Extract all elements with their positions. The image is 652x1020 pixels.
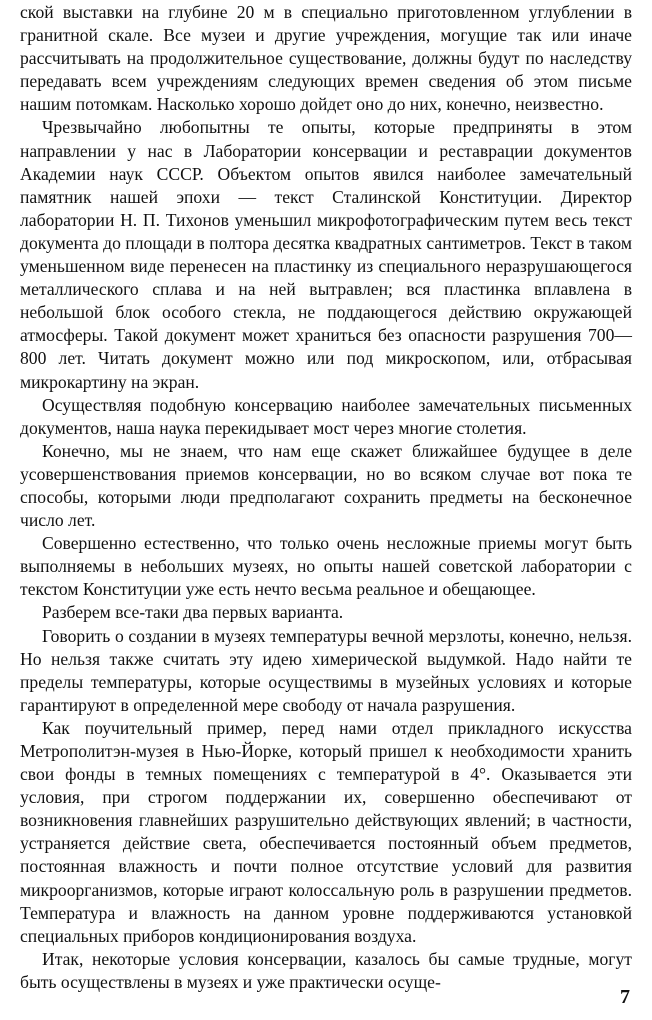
paragraph-4: Конечно, мы не знаем, что нам еще скажет ближайшее будущее в деле усовершенствования приемов консервации, но во всяком случае вот пока те способы, которыми люди предполагают сохранить предметы на бесконечное число лет. <box>20 440 632 531</box>
document-page <box>20 0 632 994</box>
paragraph-9: Итак, некоторые условия консервации, казалось бы самые трудные, могут быть осуществлены в музеях и уже практически осуще- <box>20 948 632 992</box>
paragraph-5: Совершенно естественно, что только очень несложные приемы могут быть выполняемы в небольших музеях, но опыты нашей советской лаборатории с текстом Конституции уже есть нечто весьма реальное и обещающее. <box>20 533 632 600</box>
page-number: 7 <box>620 986 630 1008</box>
paragraph-6: Разберем все-таки два первых варианта. <box>42 602 344 623</box>
paragraph-1: ской выставки на глубине 20 м в специально приготовленном углублении в гранитной скале. Все музеи и другие учреждения, могущие так или иначе рассчитывать на продолжительное существование, должны будут по наследству передавать всем учреждениям следующих времен сведения об этом письме нашим потомкам. Насколько хорошо дойдет оно до них, конечно, неизвестно. <box>20 2 632 115</box>
paragraph-2: Чрезвычайно любопытны те опыты, которые предприняты в этом направлении у нас в Лаборатории консервации и реставрации документов Академии наук СССР. Объектом опытов явился наиболее замечательный памятник нашей эпохи — текст Сталинской Конституции. Директор лаборатории Н. П. Тихонов уменьшил микрофотографическим путем весь текст документа до площади в полтора десятка квадратных сантиметров. Текст в таком уменьшенном виде перенесен на пластинку из специального неразрушающегося металлического сплава и на ней вытравлен; вся пластинка вплавлена в небольшой блок особого стекла, не поддающегося действию окружающей атмосферы. Такой документ может храниться без опасности разрушения 700—800 лет. Читать документ можно или под микроскопом, или, отбрасывая микрокартину на экран. <box>20 117 632 392</box>
paragraph-8: Как поучительный пример, перед нами отдел прикладного искусства Метрополитэн-музея в Нью-Йорке, который пришел к необходимости хранить свои фонды в темных помещениях с температурой в 4°. Оказывается эти условия, при строгом поддержании их, совершенно обеспечивают от возникновения главнейших разрушительно действующих явлений; в частности, устраняется действие света, обеспечивается постоянный объем предметов, постоянная влажность и почти полное отсутствие условий для развития микроорганизмов, которые играют колоссальную роль в разрушении предметов. Температура и влажность на данном уровне поддерживаются установкой специальных приборов кондиционирования воздуха. <box>20 717 632 946</box>
paragraph-3: Осуществляя подобную консервацию наиболее замечательных письменных документов, наша наука перекидывает мост через многие столетия. <box>20 394 632 438</box>
paragraph-7: Говорить о создании в музеях температуры вечной мерзлоты, конечно, нельзя. Но нельзя также считать эту идею химерической выдумкой. Надо найти те пределы температуры, которые осуществимы в музейных условиях и которые гарантируют в определенной мере свободу от начала разрушения. <box>20 625 632 715</box>
